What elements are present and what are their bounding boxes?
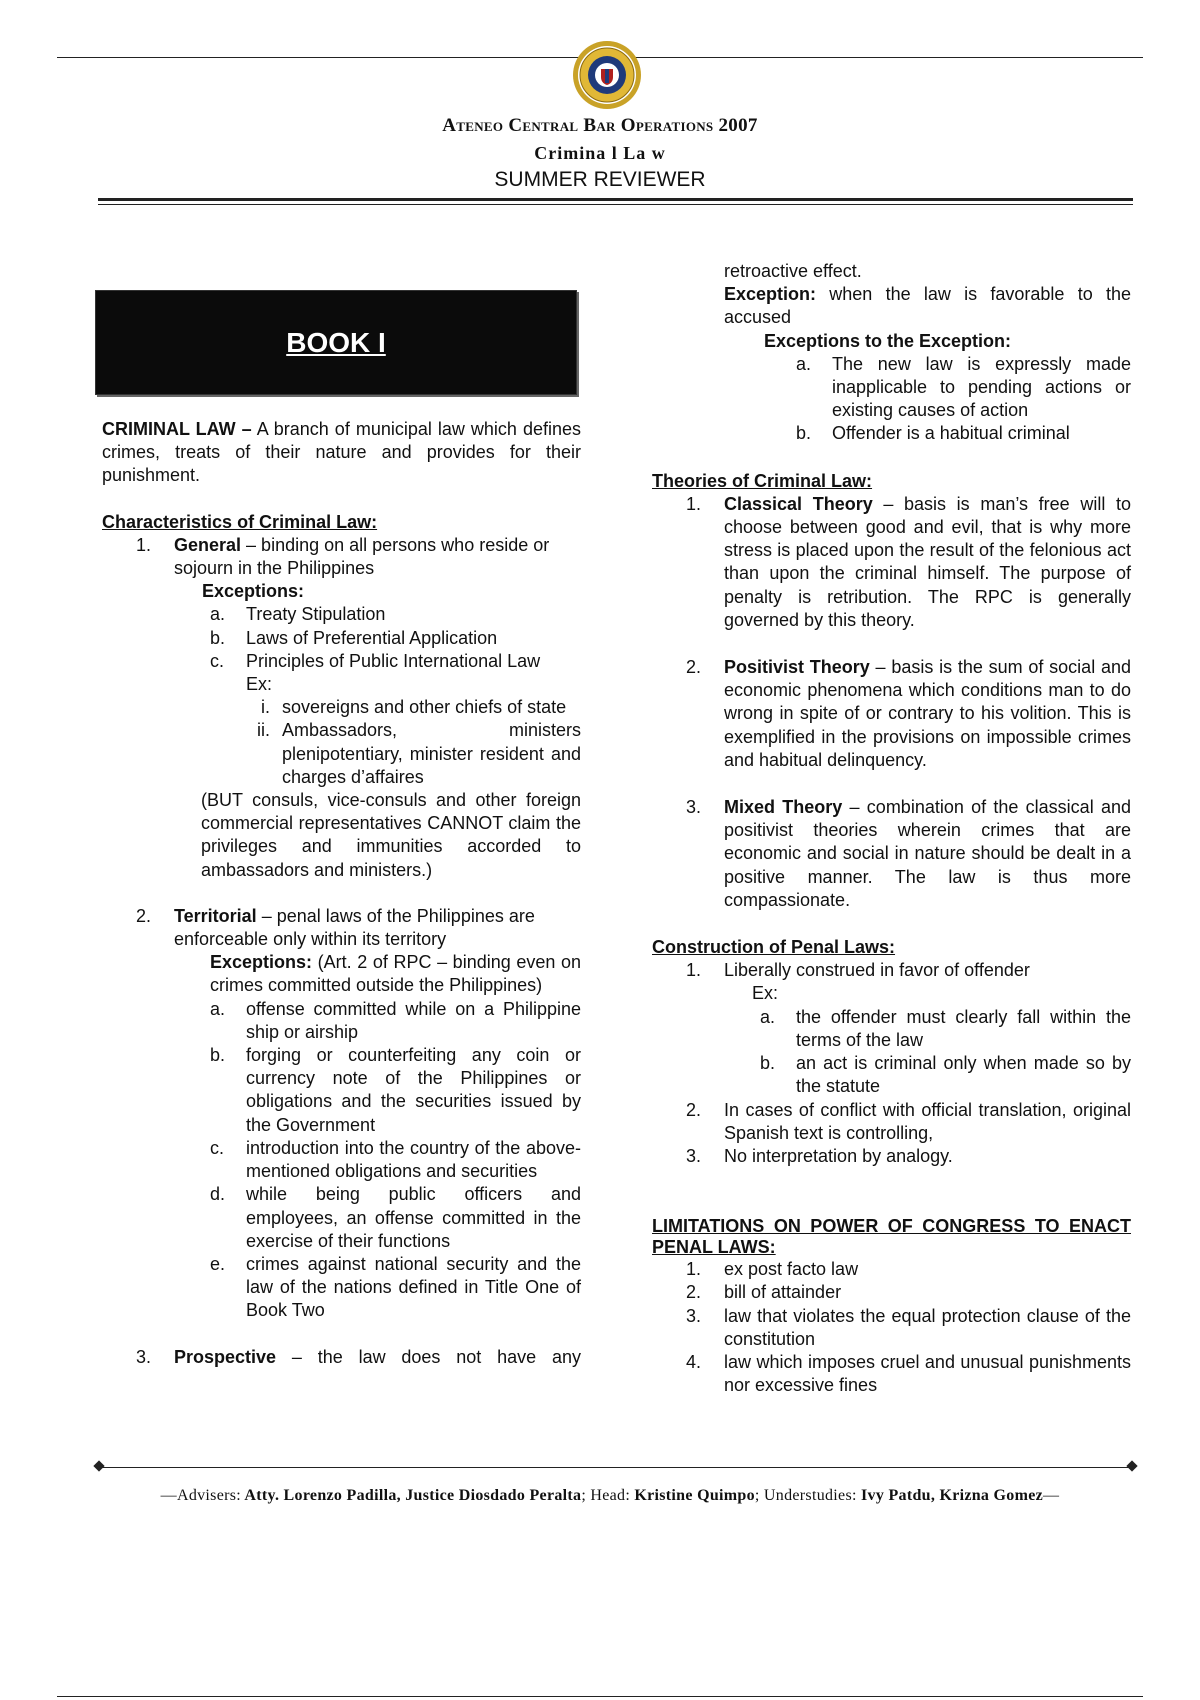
list-item: [102, 1137, 581, 1183]
exceptions-to-exception-label: Exceptions to the Exception:: [764, 330, 1012, 351]
list-letter: d.: [210, 1184, 226, 1205]
ex-label: Ex:: [752, 983, 779, 1004]
theory-term: Positivist Theory: [724, 657, 870, 678]
construction-heading: Construction of Penal Laws:: [652, 937, 896, 958]
list-item-territorial: [102, 905, 581, 951]
list-item: [102, 1044, 581, 1137]
general-text: – binding on all persons who reside or sojourn in the Philippines: [174, 534, 550, 579]
exception-text: when the law is favorable to the accused: [724, 284, 1131, 328]
list-item: [102, 998, 581, 1044]
subject-title: Crimina l La w: [534, 143, 666, 163]
right-column: [652, 260, 1131, 1397]
advisers-label: —Advisers:: [160, 1487, 241, 1504]
characteristics-heading: Characteristics of Criminal Law:: [102, 511, 378, 532]
list-letter: c.: [210, 650, 225, 671]
definition-term: CRIMINAL LAW –: [102, 419, 252, 439]
list-item: [652, 422, 1131, 445]
left-column: [102, 418, 581, 1369]
list-number: 1.: [686, 1259, 702, 1280]
list-item: [652, 1351, 1131, 1397]
list-letter: b.: [210, 627, 226, 648]
list-letter: e.: [210, 1253, 226, 1274]
list-item: [102, 603, 581, 626]
exception-label: Exception:: [724, 284, 817, 305]
list-text: law which imposes cruel and unusual punishments nor excessive fines: [724, 1351, 1131, 1396]
list-letter: a.: [210, 998, 226, 1019]
list-number: 4.: [686, 1351, 702, 1372]
footer-end: —: [1043, 1487, 1060, 1504]
list-letter: c.: [210, 1137, 225, 1158]
advisers-names: Atty. Lorenzo Padilla, Justice Diosdado Peralta: [241, 1487, 582, 1504]
list-text: law that violates the equal protection clause of the constitution: [724, 1305, 1131, 1349]
territorial-term: Territorial: [174, 905, 257, 926]
list-number: 3.: [136, 1346, 152, 1367]
list-text: The new law is expressly made inapplicable to pending actions or existing causes of action: [832, 353, 1131, 421]
list-item: [102, 1183, 581, 1253]
list-item: [102, 1253, 581, 1323]
list-number: 1.: [136, 534, 152, 555]
reviewer-subtitle: SUMMER REVIEWER: [494, 168, 706, 191]
list-text: In cases of conflict with official translation, original Spanish text is controlling,: [724, 1099, 1131, 1143]
list-number: 2.: [686, 657, 702, 678]
list-item-prospective: [102, 1346, 581, 1369]
list-letter: b.: [210, 1045, 226, 1066]
list-text: bill of attainder: [724, 1282, 842, 1303]
territorial-exceptions-label: Exceptions:: [210, 952, 313, 973]
sub-list-number: ii.: [257, 720, 270, 741]
general-term: General: [174, 534, 242, 555]
list-item: [652, 1258, 1131, 1281]
list-text: Treaty Stipulation: [246, 604, 386, 625]
theory-term: Mixed Theory: [724, 797, 843, 818]
list-letter: a.: [796, 353, 812, 374]
list-number: 3.: [686, 1305, 702, 1326]
list-item: [652, 959, 1131, 982]
org-title: Ateneo Central Bar Operations 2007: [442, 115, 758, 136]
list-text: offense committed while on a Philippine ship or airship: [246, 998, 581, 1042]
list-text: an act is criminal only when made so by the statute: [796, 1053, 1131, 1097]
list-item: [102, 627, 581, 650]
consuls-note: (BUT consuls, vice-consuls and other foreign commercial representatives CANNOT claim the privileges and immunities accorded to ambassadors and ministers.): [201, 790, 581, 880]
list-text: crimes against national security and the law of the nations defined in Title One of Book Two: [246, 1253, 581, 1321]
theory-text: – basis is the sum of social and economic phenomena which conditions man to do wrong in spite of or contrary to his volition. This is exemplified in the provisions on impossible crimes and habitual delinquency.: [724, 657, 1131, 770]
list-item: [652, 1099, 1131, 1145]
list-text: Liberally construed in favor of offender: [724, 960, 1030, 981]
understudies-names: Ivy Patdu, Krizna Gomez: [856, 1487, 1044, 1504]
footer-diamond-icon: [93, 1460, 104, 1471]
sub-list-item: [102, 696, 581, 719]
book-title: BOOK I: [286, 327, 386, 358]
general-exceptions-label: Exceptions:: [202, 581, 305, 602]
prospective-text: – the law does not have any: [276, 1346, 581, 1367]
list-letter: a.: [760, 1006, 776, 1027]
theories-heading: Theories of Criminal Law:: [652, 470, 873, 491]
head-label: ; Head:: [581, 1487, 631, 1504]
list-text: ex post facto law: [724, 1259, 859, 1280]
list-number: 2.: [136, 905, 152, 926]
retroactive-continuation: retroactive effect.: [724, 261, 862, 281]
list-text: Principles of Public International Law: [246, 650, 541, 671]
sub-list-number: i.: [261, 697, 270, 718]
territorial-exceptions-text: (Art. 2 of RPC – binding even on crimes committed outside the Philippines): [210, 952, 581, 996]
list-number: 1.: [686, 960, 702, 981]
theory-term: Classical Theory: [724, 493, 873, 514]
theory-item: [652, 493, 1131, 632]
understudies-label: ; Understudies:: [754, 1487, 857, 1504]
list-text: Offender is a habitual criminal: [832, 423, 1070, 444]
ex-label: Ex:: [246, 674, 273, 695]
limitations-heading: LIMITATIONS ON POWER OF CONGRESS TO ENACT PENAL LAWS:: [652, 1216, 1131, 1258]
theory-item: [652, 796, 1131, 912]
list-text: while being public officers and employees, an offense committed in the exercise of their functions: [246, 1184, 581, 1251]
footer-credits: [110, 1484, 1110, 1507]
list-number: 2.: [686, 1282, 702, 1303]
list-item: [652, 1281, 1131, 1304]
list-item: [652, 1305, 1131, 1351]
list-text: introduction into the country of the above-mentioned obligations and securities: [246, 1137, 581, 1182]
list-item: [652, 1006, 1131, 1052]
list-item-general: [102, 534, 581, 580]
list-text: Laws of Preferential Application: [246, 627, 498, 648]
criminal-law-definition: [102, 418, 581, 488]
exception-line: [652, 283, 1131, 329]
list-item: [652, 1052, 1131, 1098]
list-letter: b.: [796, 423, 812, 444]
bottom-rule: [57, 1696, 1143, 1697]
head-name: Kristine Quimpo: [630, 1487, 755, 1504]
footer-rule: [98, 1467, 1133, 1468]
sub-list-item: [102, 719, 581, 789]
list-text: No interpretation by analogy.: [724, 1145, 953, 1166]
header-rule-thin: [98, 204, 1133, 205]
list-number: 3.: [686, 1145, 702, 1166]
prospective-term: Prospective: [174, 1346, 277, 1367]
list-number: 3.: [686, 797, 702, 818]
list-item: [652, 1145, 1131, 1168]
list-letter: a.: [210, 604, 226, 625]
list-text: the offender must clearly fall within the terms of the law: [796, 1006, 1131, 1050]
book-title-box: [95, 290, 577, 395]
list-number: 2.: [686, 1099, 702, 1120]
sub-list-text: Ambassadors, ministers plenipotentiary, minister resident and charges d’affaires: [282, 720, 581, 787]
header-rule-thick: [98, 198, 1133, 201]
theory-text: – combination of the classical and positivist theories wherein crimes that are economic and social in nature should be dealt in a positive manner. The law is thus more compassionate.: [724, 797, 1131, 910]
list-item: [102, 650, 581, 673]
list-number: 1.: [686, 493, 702, 514]
theory-text: – basis is man’s free will to choose between good and evil, that is why more stress is placed upon the result of the felonious act than upon the criminal himself. The purpose of penalty is retribution. The RPC is generally governed by this theory.: [724, 493, 1131, 630]
list-letter: b.: [760, 1053, 776, 1074]
territorial-exceptions: [102, 951, 581, 997]
theory-item: [652, 656, 1131, 772]
sub-list-text: sovereigns and other chiefs of state: [282, 697, 567, 718]
definition-text: A branch of municipal law which defines crimes, treats of their nature and provides for their punishment.: [102, 419, 581, 486]
list-item: [652, 353, 1131, 423]
footer-diamond-icon: [1126, 1460, 1137, 1471]
ateneo-seal-icon: [571, 39, 643, 111]
list-text: forging or counterfeiting any coin or currency note of the Philippines or obligations and the securities issued by the Government: [246, 1045, 581, 1135]
territorial-text: – penal laws of the Philippines are enforceable only within its territory: [174, 905, 535, 950]
